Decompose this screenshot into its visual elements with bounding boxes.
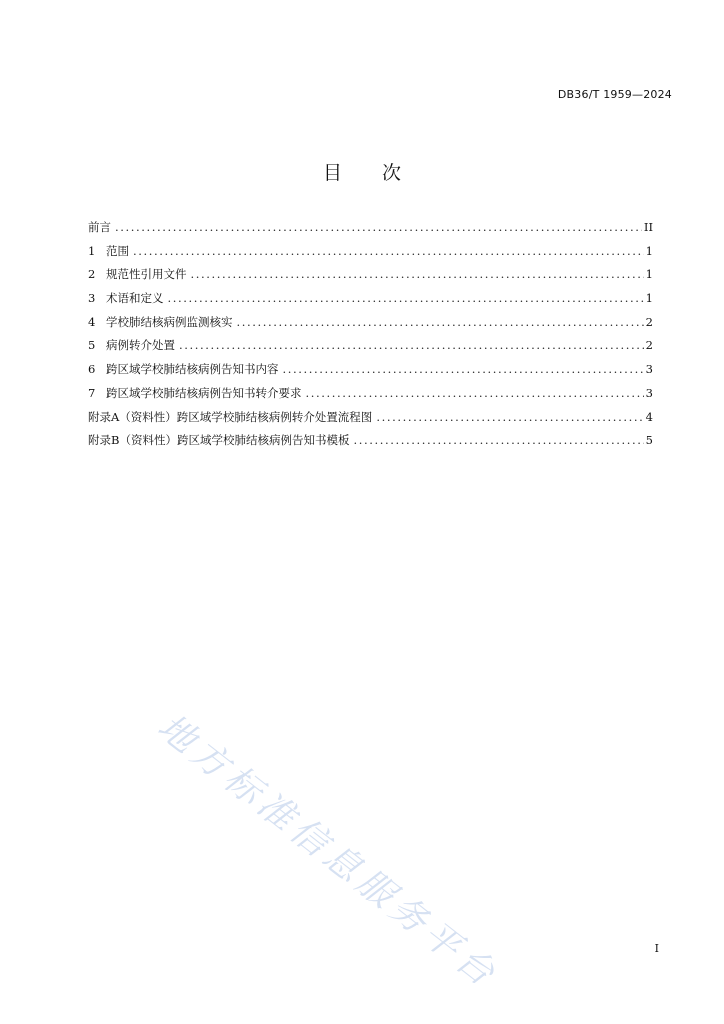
table-of-contents [88,219,653,456]
toc-entry[interactable] [88,385,653,409]
toc-leader-dots [237,315,644,329]
toc-entry-label: 附录B（资料性）跨区域学校肺结核病例告知书模板 [88,433,350,448]
toc-entry[interactable] [88,314,653,338]
toc-entry-number: 3 [88,291,96,306]
toc-entry[interactable] [88,432,653,456]
toc-entry[interactable] [88,409,653,433]
toc-entry-label: 跨区域学校肺结核病例告知书内容 [106,362,279,377]
toc-leader-dots [115,220,642,234]
document-code: DB36/T 1959—2024 [557,88,672,101]
toc-entry-number: 4 [88,314,96,329]
toc-entry-page: 1 [645,267,653,282]
toc-entry-number: 5 [88,338,96,353]
toc-entry-page: 3 [645,385,653,400]
toc-entry-number: 1 [88,243,96,258]
toc-entry-page: 3 [645,362,653,377]
toc-entry-label: 范围 [106,243,129,258]
toc-entry-page: 2 [645,338,653,353]
toc-leader-dots [133,244,644,258]
toc-title-part1: 目 [322,162,342,184]
watermark: 地方标准信息服务平台 [149,706,507,998]
toc-entry[interactable] [88,266,653,290]
toc-leader-dots [306,386,644,400]
toc-entry-label: 病例转介处置 [106,338,175,353]
toc-entry-page: 5 [645,433,653,448]
page-number: I [654,942,659,955]
toc-entry[interactable] [88,243,653,267]
toc-leader-dots [179,338,644,352]
toc-entry-label: 规范性引用文件 [106,267,187,282]
toc-entry[interactable] [88,337,653,361]
toc-entry-label: 附录A（资料性）跨区域学校肺结核病例转介处置流程图 [88,409,373,424]
toc-leader-dots [283,362,644,376]
toc-entry-page: 1 [645,243,653,258]
toc-entry-label: 前言 [88,220,111,234]
toc-entry[interactable] [88,290,653,314]
toc-leader-dots [191,267,644,281]
toc-title [0,158,724,185]
toc-entry-label: 术语和定义 [106,291,164,306]
toc-entry-label: 跨区域学校肺结核病例告知书转介要求 [106,385,302,400]
toc-entry-number: 6 [88,362,96,377]
toc-entry-page: 4 [645,409,653,424]
toc-title-part2: 次 [382,162,402,184]
toc-entry-page: II [643,220,653,234]
toc-entry-page: 2 [645,314,653,329]
toc-entry-page: 1 [645,291,653,306]
toc-leader-dots [168,291,644,305]
toc-entry[interactable] [88,361,653,385]
toc-leader-dots [376,410,643,424]
toc-leader-dots [353,433,643,447]
toc-entry-number: 7 [88,385,96,400]
toc-entry[interactable] [88,219,653,243]
toc-entry-label: 学校肺结核病例监测核实 [106,314,233,329]
toc-entry-number: 2 [88,267,96,282]
